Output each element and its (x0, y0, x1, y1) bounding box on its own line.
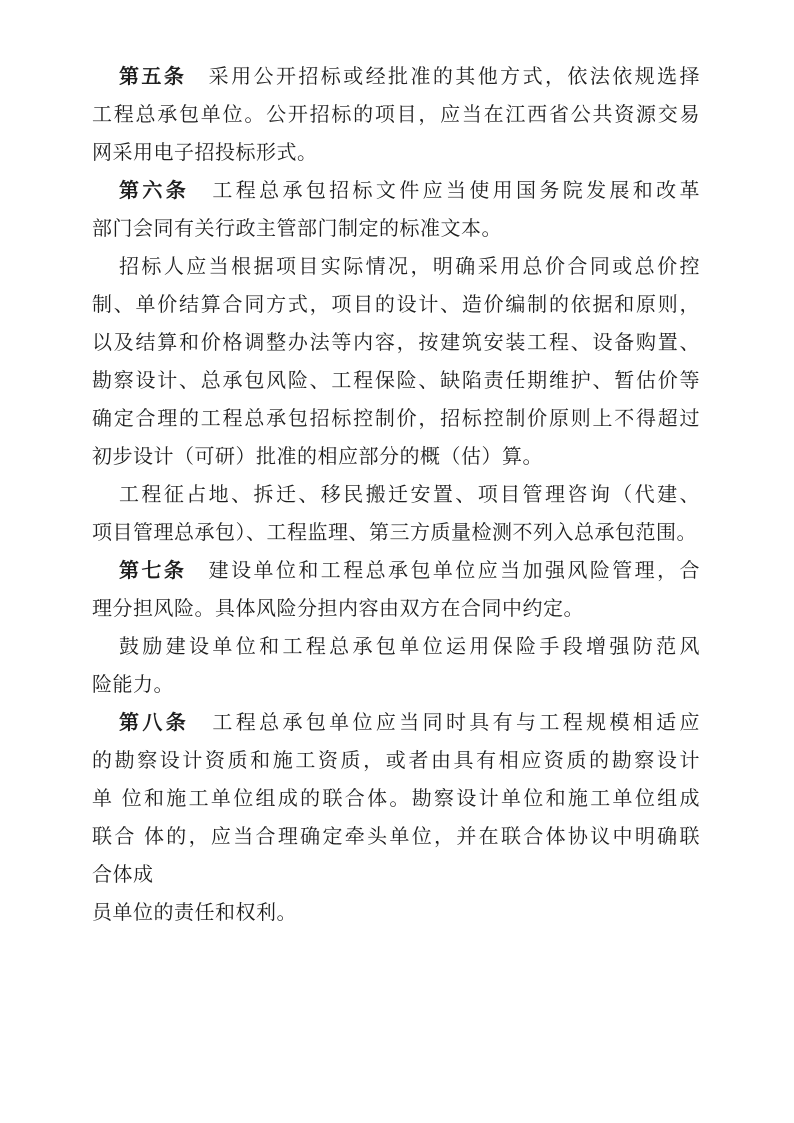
text-line (92, 134, 700, 172)
text-line (92, 818, 700, 856)
paragraph-article-6 (92, 172, 700, 248)
text-segment: 部门会同有关行政主管部门制定的标准文本。 (92, 218, 502, 240)
paragraph-article-7 (92, 552, 700, 628)
text-segment: 单 位和施工单位组成的联合体。勘察设计单位和施工单位组成 (92, 788, 700, 810)
text-line (92, 514, 700, 552)
text-segment: 合体成 (92, 864, 154, 886)
text-segment: 险能力。 (92, 674, 174, 696)
text-segment: 建设单位和工程总承包单位应当加强风险管理，合 (186, 560, 701, 582)
text-segment: 制、单价结算合同方式，项目的设计、造价编制的依据和原则， (92, 294, 700, 316)
text-line (92, 96, 700, 134)
paragraph-article-8 (92, 704, 700, 932)
text-segment: 联合 体的，应当合理确定牵头单位，并在联合体协议中明确联 (92, 826, 700, 848)
text-segment: 工程总承包招标文件应当使用国务院发展和改革 (189, 180, 700, 202)
text-line (92, 704, 700, 742)
text-segment: 员单位的责任和权利。 (92, 902, 297, 924)
text-segment: 确定合理的工程总承包招标控制价，招标控制价原则上不得超过 (92, 408, 700, 430)
text-segment: 工程征占地、拆迁、移民搬迁安置、项目管理咨询（代建、 (119, 484, 700, 506)
text-segment: 项目管理总承包）、工程监理、第三方质量检测不列入总承包范围。 (92, 522, 697, 544)
text-line (92, 400, 700, 438)
text-segment: 勘察设计、总承包风险、工程保险、缺陷责任期维护、暂估价等 (92, 370, 700, 392)
text-line (92, 58, 700, 96)
article-number: 第七条 (119, 560, 187, 582)
text-line (92, 210, 700, 248)
text-line (92, 894, 700, 932)
text-segment: 的勘察设计资质和施工资质，或者由具有相应资质的勘察设计 (92, 750, 700, 772)
text-line (92, 248, 700, 286)
text-line (92, 286, 700, 324)
text-line (92, 362, 700, 400)
paragraph-tender-pricing-rules (92, 248, 700, 476)
article-number: 第六条 (119, 180, 190, 202)
article-number: 第八条 (119, 712, 190, 734)
text-line (92, 552, 700, 590)
text-segment: 工程总承包单位。公开招标的项目，应当在江西省公共资源交易 (92, 104, 700, 126)
text-line (92, 438, 700, 476)
text-line (92, 324, 700, 362)
text-line (92, 628, 700, 666)
paragraph-article-5 (92, 58, 700, 172)
text-segment: 采用公开招标或经批准的其他方式，依法依规选择 (186, 66, 701, 88)
paragraph-scope-exclusions (92, 476, 700, 552)
text-line (92, 856, 700, 894)
document-body (92, 58, 700, 932)
text-segment: 网采用电子招投标形式。 (92, 142, 318, 164)
text-segment: 以及结算和价格调整办法等内容，按建筑安装工程、设备购置、 (92, 332, 700, 354)
text-line (92, 476, 700, 514)
text-segment: 工程总承包单位应当同时具有与工程规模相适应 (189, 712, 700, 734)
text-line (92, 780, 700, 818)
paragraph-insurance-encouragement (92, 628, 700, 704)
text-segment: 招标人应当根据项目实际情况，明确采用总价合同或总价控 (119, 256, 700, 278)
text-segment: 鼓励建设单位和工程总承包单位运用保险手段增强防范风 (119, 636, 700, 658)
article-number: 第五条 (119, 66, 187, 88)
text-line (92, 172, 700, 210)
text-line (92, 742, 700, 780)
text-line (92, 590, 700, 628)
text-line (92, 666, 700, 704)
text-segment: 理分担风险。具体风险分担内容由双方在合同中约定。 (92, 598, 584, 620)
text-segment: 初步设计（可研）批准的相应部分的概（估）算。 (92, 446, 543, 468)
